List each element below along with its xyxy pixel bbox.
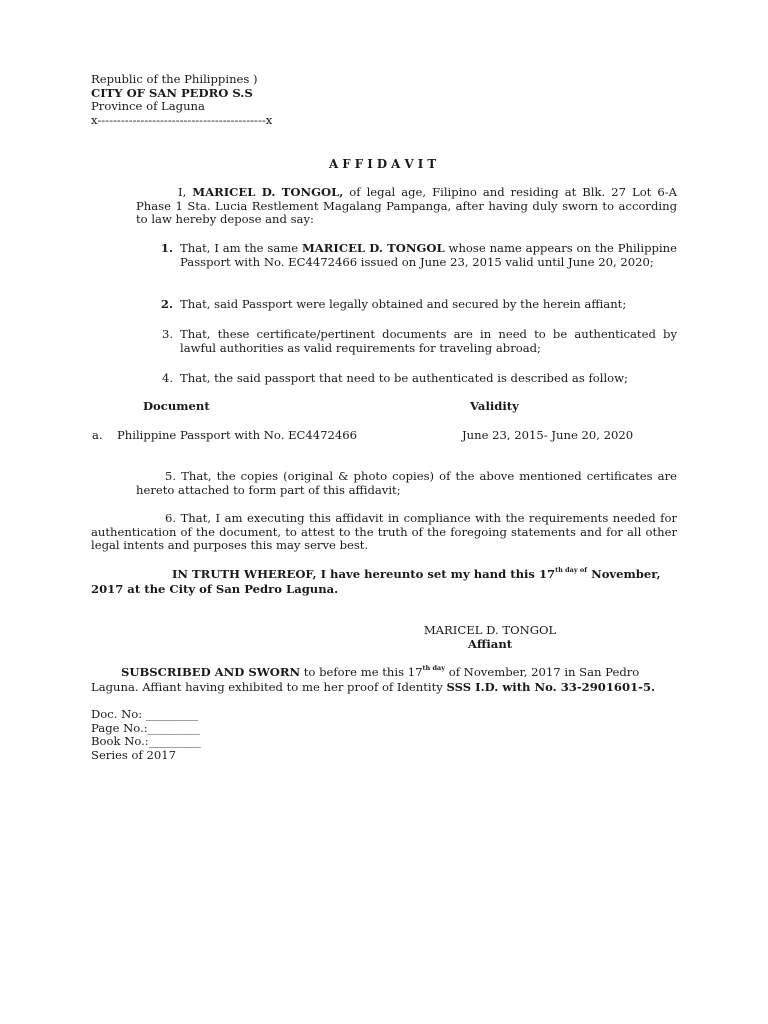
notary-series: Series of 2017 — [91, 747, 177, 762]
intro-text: of legal age, Filipino and residing at Blk. 27 Lot 6-A Phase 1 Sta. Lucia Restlement Magalang Pampanga, after having duly sworn to according to law hereby depose and say: — [136, 185, 677, 227]
item-text: That, I am the same MARICEL D. TONGOL whose name appears on the Philippine Passport with No. EC4472466 issued on June 23, 2015 valid until June 20, 2020; — [180, 241, 677, 269]
header-republic: Republic of the Philippines ) — [91, 72, 258, 86]
paragraph-5: 5. That, the copies (original & photo copies) of the above mentioned certificates are hereto attached to form part of this affidavit; — [136, 469, 677, 497]
signatory-name: MARICEL D. TONGOL — [423, 623, 557, 637]
item-number: 2. — [160, 297, 173, 311]
truth-line-1: IN TRUTH WHEREOF, I have hereunto set my hand this $17^{th day of}$ November, — [172, 566, 661, 581]
signatory-role: Affiant — [467, 636, 513, 651]
truth-line-2: 2017 at the City of San Pedro Laguna. — [91, 582, 339, 596]
document-title: A F F I D A V I T — [329, 157, 437, 171]
intro-paragraph — [136, 186, 677, 227]
notary-book-no: Book No.:_________ — [91, 734, 201, 749]
item-number: 3. — [161, 327, 173, 341]
item-text: That, the said passport that need to be authenticated is described as follow; — [180, 371, 628, 385]
item-number: 1. — [160, 241, 173, 255]
subscribed-line-2: Laguna. Affiant having exhibited to me her proof of Identity SSS I.D. with No. 33-2901601-5. — [91, 680, 656, 694]
header-province: Province of Laguna — [91, 99, 205, 114]
notary-doc-no: Doc. No: _________ — [91, 707, 199, 721]
notary-page-no: Page No.:_________ — [91, 720, 200, 735]
affiant-name: MARICEL D. TONGOL — [301, 241, 445, 255]
signature-block — [400, 624, 580, 651]
paragraph-6: 6. That, I am executing this affidavit in compliance with the requirements needed for authentication of the document, to attest to the truth of the foregoing statements and for all other legal intents and purposes this may serve best. — [91, 511, 677, 553]
item-number: 4. — [161, 371, 173, 385]
item-text: That, these certificate/pertinent documents are in need to be authenticated by lawful authorities as valid requirements for traveling abroad; — [180, 327, 677, 355]
row-letter: a. — [92, 428, 103, 442]
notary-block — [91, 708, 201, 762]
table-header-validity: Validity — [470, 399, 519, 413]
header-city: CITY OF SAN PEDRO S.S — [91, 85, 253, 100]
subscribed-line-1: SUBSCRIBED AND SWORN to before me this $17^{th day}$ of November, 2017 in San Pedro — [121, 664, 640, 679]
header-separator: x-------------------------------------------x — [91, 112, 273, 127]
table-header-document: Document — [143, 399, 210, 413]
row-document: Philippine Passport with No. EC4472466 — [117, 428, 358, 442]
header-block — [91, 73, 272, 127]
intro-pre: I, — [178, 185, 193, 199]
affiant-name: MARICEL D. TONGOL, — [192, 185, 344, 199]
item-text: That, said Passport were legally obtained and secured by the herein affiant; — [180, 297, 627, 311]
row-validity: June 23, 2015- June 20, 2020 — [462, 428, 634, 442]
